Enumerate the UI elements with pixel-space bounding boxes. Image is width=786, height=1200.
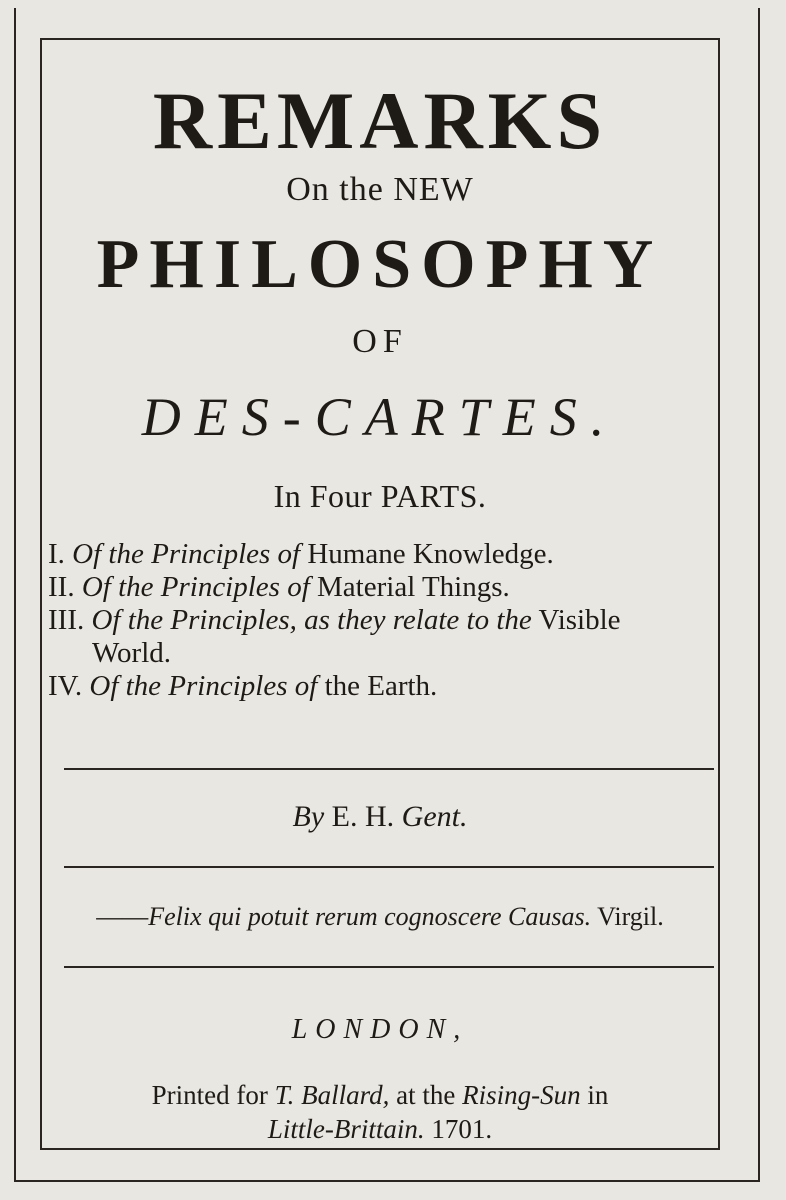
part-italic: Of the Principles, as they relate to the — [91, 604, 532, 636]
part-text: the Earth. — [324, 670, 438, 702]
part-item — [48, 604, 712, 670]
part-item — [48, 571, 712, 604]
motto-line — [42, 902, 718, 932]
imprint-block — [42, 1078, 718, 1146]
imprint-year: 1701. — [431, 1114, 493, 1144]
title-on-the-new: On the NEW — [286, 171, 474, 208]
part-text: Visible — [538, 604, 621, 636]
author-name: E. H. — [331, 800, 395, 833]
motto-source: Virgil. — [597, 902, 664, 931]
title-frame — [40, 38, 720, 1150]
imprint-in: in — [587, 1080, 609, 1110]
part-item — [48, 538, 712, 571]
part-italic: Of the Principles of — [72, 538, 301, 570]
title-in-four-parts: In Four PARTS. — [273, 478, 487, 514]
part-text: Humane Knowledge. — [307, 538, 554, 570]
author-title: Gent. — [401, 800, 468, 833]
title-remarks: REMARKS — [152, 75, 608, 166]
imprint-at-the: at the — [396, 1080, 456, 1110]
divider-rule — [64, 768, 714, 770]
part-number: II. — [48, 571, 75, 603]
part-item — [48, 670, 712, 703]
part-continuation: World. — [92, 637, 172, 669]
parts-list — [48, 538, 712, 703]
part-text: Material Things. — [317, 571, 510, 603]
divider-rule — [64, 966, 714, 968]
part-number: I. — [48, 538, 65, 570]
motto-quote: Felix qui potuit rerum cognoscere Causas. — [148, 902, 592, 931]
imprint-publisher: T. Ballard, — [274, 1080, 390, 1110]
part-number: III. — [48, 604, 85, 636]
imprint-sign: Rising-Sun — [462, 1080, 581, 1110]
author-by: By — [292, 800, 325, 833]
motto-dash: —— — [96, 902, 149, 931]
author-line — [42, 800, 718, 834]
imprint-line-1 — [42, 1078, 718, 1112]
title-descartes: DES-CARTES. — [141, 387, 619, 447]
imprint-printed-for: Printed for — [151, 1080, 268, 1110]
title-of: OF — [352, 323, 408, 360]
imprint-line-2 — [42, 1112, 718, 1146]
divider-rule — [64, 866, 714, 868]
part-italic: Of the Principles of — [89, 670, 318, 702]
imprint-city: LONDON, — [291, 1014, 469, 1045]
imprint-place: Little-Brittain. — [267, 1114, 425, 1144]
title-philosophy: PHILOSOPHY — [96, 226, 664, 303]
part-italic: Of the Principles of — [81, 571, 310, 603]
part-number: IV. — [48, 670, 83, 702]
